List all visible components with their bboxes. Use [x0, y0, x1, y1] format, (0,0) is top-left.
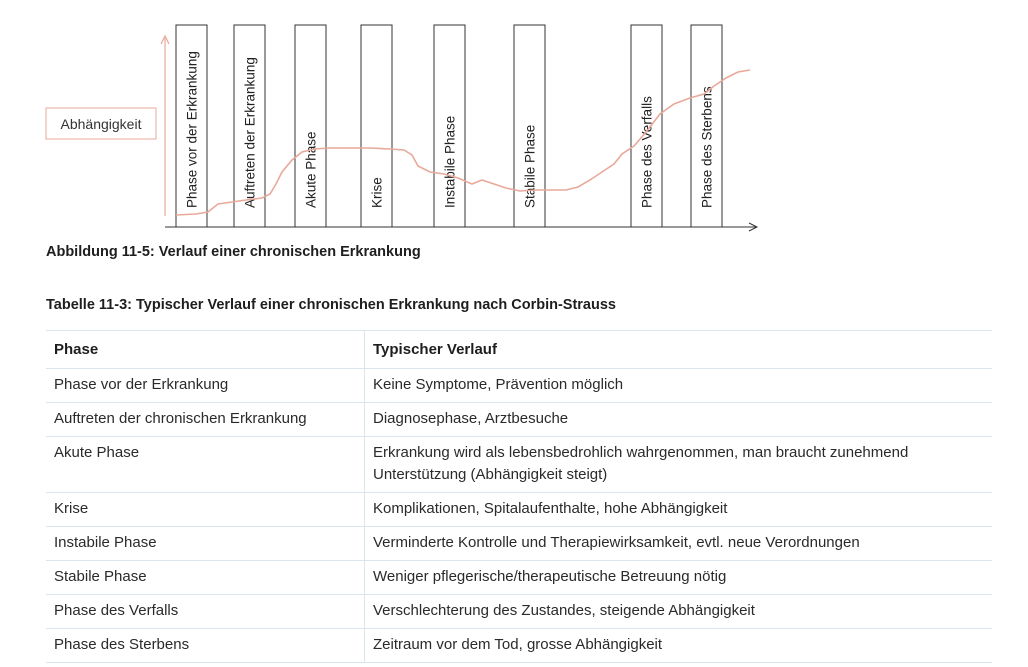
course-cell: Weniger pflegerische/therapeutische Betreuung nötig [365, 561, 993, 595]
course-cell: Diagnosephase, Arztbesuche [365, 403, 993, 437]
phase-cell: Stabile Phase [46, 561, 365, 595]
phase-label: Instabile Phase [442, 115, 458, 208]
table-row [46, 527, 992, 561]
course-cell: Erkrankung wird als lebensbedrohlich wahrgenommen, man braucht zunehmend Unterstützung (Abhängigkeit steigt) [365, 437, 993, 493]
phase-label: Akute Phase [303, 131, 319, 208]
course-cell: Verminderte Kontrolle und Therapiewirksamkeit, evtl. neue Verordnungen [365, 527, 993, 561]
phase-cell: Auftreten der chronischen Erkrankung [46, 403, 365, 437]
figure-caption: Abbildung 11-5: Verlauf einer chronischen Erkrankung [46, 244, 421, 260]
course-cell: Verschlechterung des Zustandes, steigende Abhängigkeit [365, 595, 993, 629]
header-course: Typischer Verlauf [365, 331, 993, 369]
phase-cell: Instabile Phase [46, 527, 365, 561]
table-row [46, 437, 992, 493]
header-phase: Phase [46, 331, 365, 369]
phase-cell: Phase des Verfalls [46, 595, 365, 629]
table-row [46, 629, 992, 663]
table-caption: Tabelle 11-3: Typischer Verlauf einer chronischen Erkrankung nach Corbin-Strauss [46, 297, 616, 313]
phase-cell: Akute Phase [46, 437, 365, 493]
phase-label: Phase vor der Erkrankung [184, 51, 200, 208]
table-row [46, 369, 992, 403]
phase-label: Phase des Verfalls [639, 96, 655, 208]
table-header-row [46, 331, 992, 369]
course-cell: Komplikationen, Spitalaufenthalte, hohe Abhängigkeit [365, 493, 993, 527]
phase-label: Stabile Phase [522, 124, 538, 208]
course-cell: Zeitraum vor dem Tod, grosse Abhängigkeit [365, 629, 993, 663]
table-row [46, 403, 992, 437]
course-cell: Keine Symptome, Prävention möglich [365, 369, 993, 403]
phase-cell: Krise [46, 493, 365, 527]
table-row [46, 595, 992, 629]
phase-label: Phase des Sterbens [699, 86, 715, 208]
disease-course-diagram [0, 0, 1028, 240]
phase-label: Auftreten der Erkrankung [242, 57, 258, 208]
phase-label: Krise [369, 177, 385, 208]
phase-table [46, 330, 992, 663]
dependency-curve [176, 70, 750, 215]
y-label: Abhängigkeit [60, 116, 142, 132]
phase-cell: Phase vor der Erkrankung [46, 369, 365, 403]
table-row [46, 493, 992, 527]
phase-boxes [176, 25, 722, 227]
table-row [46, 561, 992, 595]
phase-cell: Phase des Sterbens [46, 629, 365, 663]
